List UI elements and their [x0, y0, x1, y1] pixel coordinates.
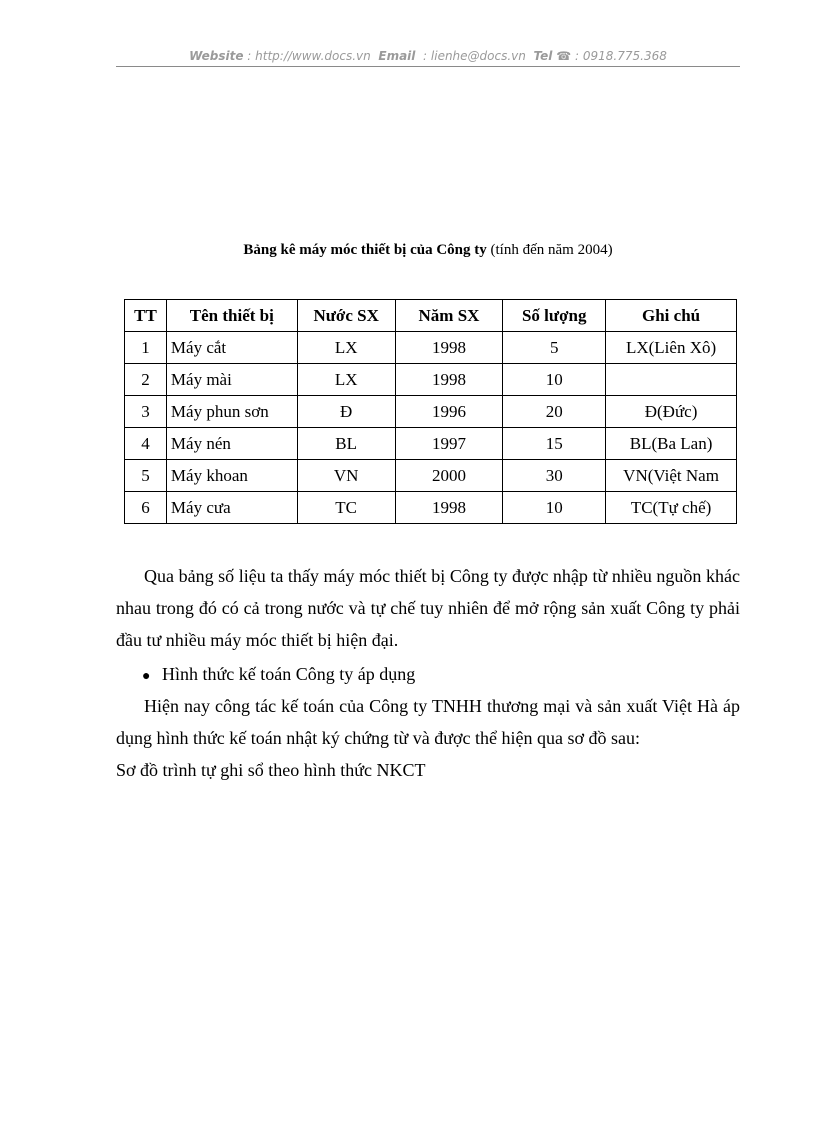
table-title-date: (tính đến năm 2004): [490, 242, 613, 258]
col-header-country: Nước SX: [297, 300, 395, 332]
cell-country: Đ: [297, 396, 395, 428]
cell-year: 1997: [395, 428, 503, 460]
cell-tt: 1: [125, 332, 167, 364]
table-title: [116, 240, 740, 260]
cell-quantity: 10: [503, 492, 606, 524]
table-row: [125, 428, 737, 460]
cell-note: TC(Tự chế): [606, 492, 737, 524]
cell-quantity: 20: [503, 396, 606, 428]
cell-country: LX: [297, 364, 395, 396]
col-header-tt: TT: [125, 300, 167, 332]
col-header-quantity: Số lượng: [503, 300, 606, 332]
cell-tt: 4: [125, 428, 167, 460]
table-row: [125, 396, 737, 428]
cell-tt: 3: [125, 396, 167, 428]
cell-year: 1996: [395, 396, 503, 428]
paragraph-equipment-summary: [116, 560, 740, 656]
bullet-item-text: Hình thức kế toán Công ty áp dụng: [162, 664, 416, 684]
cell-year: 2000: [395, 460, 503, 492]
cell-note: [606, 364, 737, 396]
cell-equipment-name: Máy nén: [166, 428, 297, 460]
bullet-dot-icon: ●: [142, 669, 151, 684]
cell-note: BL(Ba Lan): [606, 428, 737, 460]
cell-tt: 5: [125, 460, 167, 492]
table-row: [125, 332, 737, 364]
table-row: [125, 460, 737, 492]
page-header: [116, 47, 740, 65]
cell-quantity: 10: [503, 364, 606, 396]
col-header-note: Ghi chú: [606, 300, 737, 332]
email-label: Email: [378, 49, 416, 63]
cell-year: 1998: [395, 492, 503, 524]
cell-note: Đ(Đức): [606, 396, 737, 428]
header-divider: [116, 66, 740, 67]
cell-country: LX: [297, 332, 395, 364]
cell-equipment-name: Máy phun sơn: [166, 396, 297, 428]
cell-year: 1998: [395, 332, 503, 364]
cell-equipment-name: Máy cắt: [166, 332, 297, 364]
email-value: : lienhe@docs.vn: [423, 49, 526, 63]
table-header-row: [125, 300, 737, 332]
cell-equipment-name: Máy mài: [166, 364, 297, 396]
paragraph-1-text: Qua bảng số liệu ta thấy máy móc thiết bị Công ty được nhập từ nhiều nguồn khác nhau trong đó có cả trong nước và tự chế tuy nhiên để mở rộng sản xuất Công ty phải đầu tư nhiều máy móc thiết bị hiện đại.: [116, 566, 740, 650]
cell-country: TC: [297, 492, 395, 524]
diagram-caption: Sơ đồ trình tự ghi sổ theo hình thức NKCT: [116, 760, 426, 780]
cell-quantity: 15: [503, 428, 606, 460]
table-title-main: Bảng kê máy móc thiết bị của Công ty: [243, 242, 487, 258]
equipment-table: [124, 299, 737, 524]
website-value: : http://www.docs.vn: [247, 49, 371, 63]
bullet-item: [142, 658, 415, 693]
cell-year: 1998: [395, 364, 503, 396]
cell-quantity: 5: [503, 332, 606, 364]
table-row: [125, 492, 737, 524]
cell-note: LX(Liên Xô): [606, 332, 737, 364]
cell-quantity: 30: [503, 460, 606, 492]
cell-equipment-name: Máy cưa: [166, 492, 297, 524]
tel-label: Tel: [533, 49, 553, 63]
phone-icon: ☎: [556, 49, 572, 63]
cell-country: VN: [297, 460, 395, 492]
table-row: [125, 364, 737, 396]
tel-value: : 0918.775.368: [575, 49, 667, 63]
paragraph-accounting-form: [116, 690, 740, 786]
col-header-year: Năm SX: [395, 300, 503, 332]
paragraph-2-text: Hiện nay công tác kế toán của Công ty TNHH thương mại và sản xuất Việt Hà áp dụng hình thức kế toán nhật ký chứng từ và được thể hiện qua sơ đồ sau:: [116, 696, 740, 748]
cell-country: BL: [297, 428, 395, 460]
cell-tt: 2: [125, 364, 167, 396]
website-label: Website: [189, 49, 244, 63]
col-header-equipment-name: Tên thiết bị: [166, 300, 297, 332]
cell-tt: 6: [125, 492, 167, 524]
cell-equipment-name: Máy khoan: [166, 460, 297, 492]
cell-note: VN(Việt Nam: [606, 460, 737, 492]
